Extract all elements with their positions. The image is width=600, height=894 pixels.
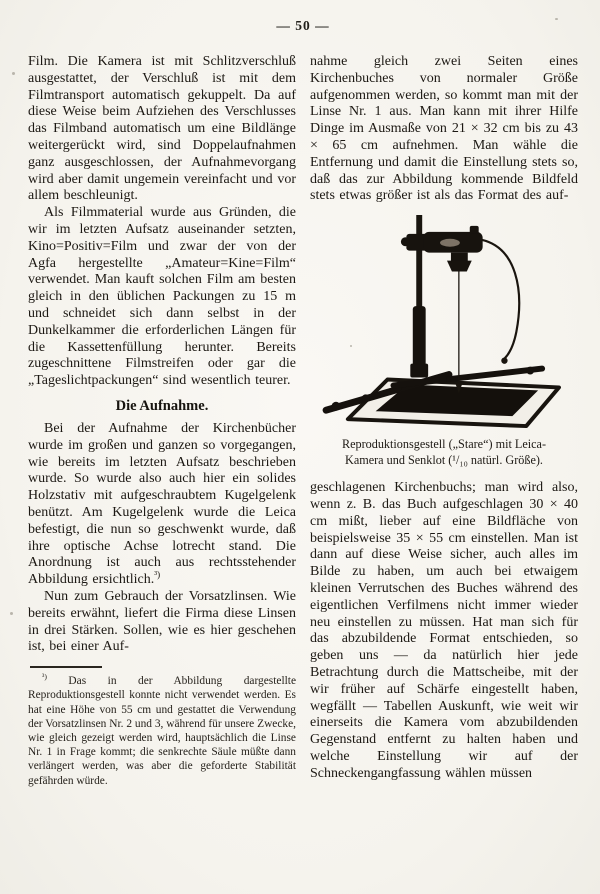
clamp-screw [401,237,410,246]
figure-caption-line2: Kamera und Senklot (¹/₁₀ natürl. Größe). [345,452,543,467]
paragraph-filmmaterial: Als Filmmaterial wurde aus Gründen, die wir im letzten Aufsatz auseinander setzten, Kino=Positiv=Film und zwar der von der Agfa hergestellte „Amateur=Kine=Film“ verwendet. Man kauft solchen Film am besten gleich in den üblichen Packungen zu 15 m und schneidet sich dann selbst in der Dunkelkammer die erforderlichen Längen für die Kassettenfüllung herunter. Bereits zugeschnittene Filmstreifen oder gar die „Tageslichtpackungen“ sind wesentlich teurer. [28,205,296,389]
scan-speck [12,72,15,75]
rail-knob [439,376,447,384]
rail-knob [362,395,370,403]
text-columns [28,54,578,788]
left-column [28,54,296,788]
paragraph-vorsatzlinsen: Nun zum Gebrauch der Vorsatzlinsen. Wie bereits erwähnt, liefert die Firma diese Linsen in drei Stärken. Sollen, wie es hier geschehen ist, bei einer Auf- [28,588,296,655]
figure-caption-line1: Reproduktionsgestell („Stare“) mit Leica- [341,437,547,452]
scan-speck [555,18,558,20]
cable-release-tip [501,358,507,364]
cable-release [482,240,520,359]
camera-lens [451,253,468,262]
figure-caption [310,437,578,468]
scan-speck [350,345,352,347]
paragraph-bildflaeche: geschlagenen Kirchenbuchs; man wird also, wenn z. B. das Buch aufgeschlagen 30 × 40 cm mißt, lieber auf eine Bildfläche von beispielsweise 35 × 55 cm einstellen. Man ist dann auf diese Weise sicher, auch alles im Bilde zu haben, um auch bei etwaigem kleinen Verrutschen des Buches während des eigentlichen Verfilmens nicht immer wieder neu einstellen zu müssen. Hat man sich für das abzubildende Format entschieden, so geben uns — da natürlich hier jede Betrachtung durch die Mattscheibe, mit der wir früher auf Schärfe eingestellt haben, wegfällt — Tabellen Auskunft, wie weit wir einerseits die Kamera vom abzubildenden Gegenstand entfernt zu halten haben und welche Einstellung wir auf der Schneckengangfassung wählen müssen [310,480,578,781]
camera-knob [470,226,479,234]
scan-speck [10,612,13,615]
footnote-marker: ³) [42,672,47,682]
lens-flange [447,261,472,272]
footnote [28,674,296,788]
column-foot [410,364,428,378]
right-column [310,54,578,788]
page-number: — 50 — [276,18,330,33]
paragraph-text: Bei der Aufnahme der Kirchenbücher wurde im großen und ganzen so vorgegangen, wie bereits im letzten Aufsatz beschrieben wurde. So wurde also auch hier ein solides Holzstativ mit aufgeschraubtem Kugelgelenk benützt. Am Kugelgelenk wurde die Leica befestigt, die nun so geschwenkt wurde, daß ihre optische Achse lotrecht stand. Die Anordnung ist auch aus rechtsstehender Abbildung ersichtlich. [28,420,296,588]
rail-knob [526,367,534,375]
footnote-text: Das in der Abbildung dargestellte Reproduktionsgestell konnte nicht verwendet werden. Es hat eine Höhe von 55 cm und gestattet die Verwendung der Vorsatzlinsen Nr. 2 und 3, während für unsere Zwecke, wie gleich gezeigt werden wird, hauptsächlich die Linse Nr. 1 in Frage kommt; die senkrechte Säule müßte dann verlängert werden, was aber die geforderte Stabilität gefährden würde. [28,675,296,787]
paragraph-aufnahme-kirchenbuecher [28,421,296,589]
column-sleeve [413,306,426,367]
camera-dial-highlight [440,239,460,247]
footnote-rule [30,666,102,668]
reproduction-stand-figure [310,215,578,468]
footnote-reference: ³) [154,570,161,581]
rail-knob [332,402,341,411]
reproduction-stand-illustration [320,215,568,433]
paragraph-film-kamera: Film. Die Kamera ist mit Schlitzverschluß ausgestattet, der Verschluß ist mit dem Filmtransport automatisch gekuppelt. Da auf diese Weise beim Aufziehen des Verschlusses das Filmband automatisch um eine Bildlänge weitergerückt wird, sind Doppelaufnahmen ganz ausgeschlossen, der Aufnahmevorgang wird aber damit ungemein vereinfacht und vor allem beschleunigt. [28,54,296,204]
section-heading-die-aufnahme: Die Aufnahme. [115,397,209,414]
paragraph-linse-nr1: nahme gleich zwei Seiten eines Kirchenbuches von normaler Größe aufgenommen werden, so kommt man mit der Linse Nr. 1 aus. Man kann mit ihrer Hilfe Dinge im Ausmaße von 21 × 32 cm bis zu 43 × 65 cm aufnehmen. Man wähle die Entfernung und damit die Einstellung stets so, daß das zur Abbildung kommende Bildfeld stets etwas größer ist als das Format des auf- [310,54,578,204]
